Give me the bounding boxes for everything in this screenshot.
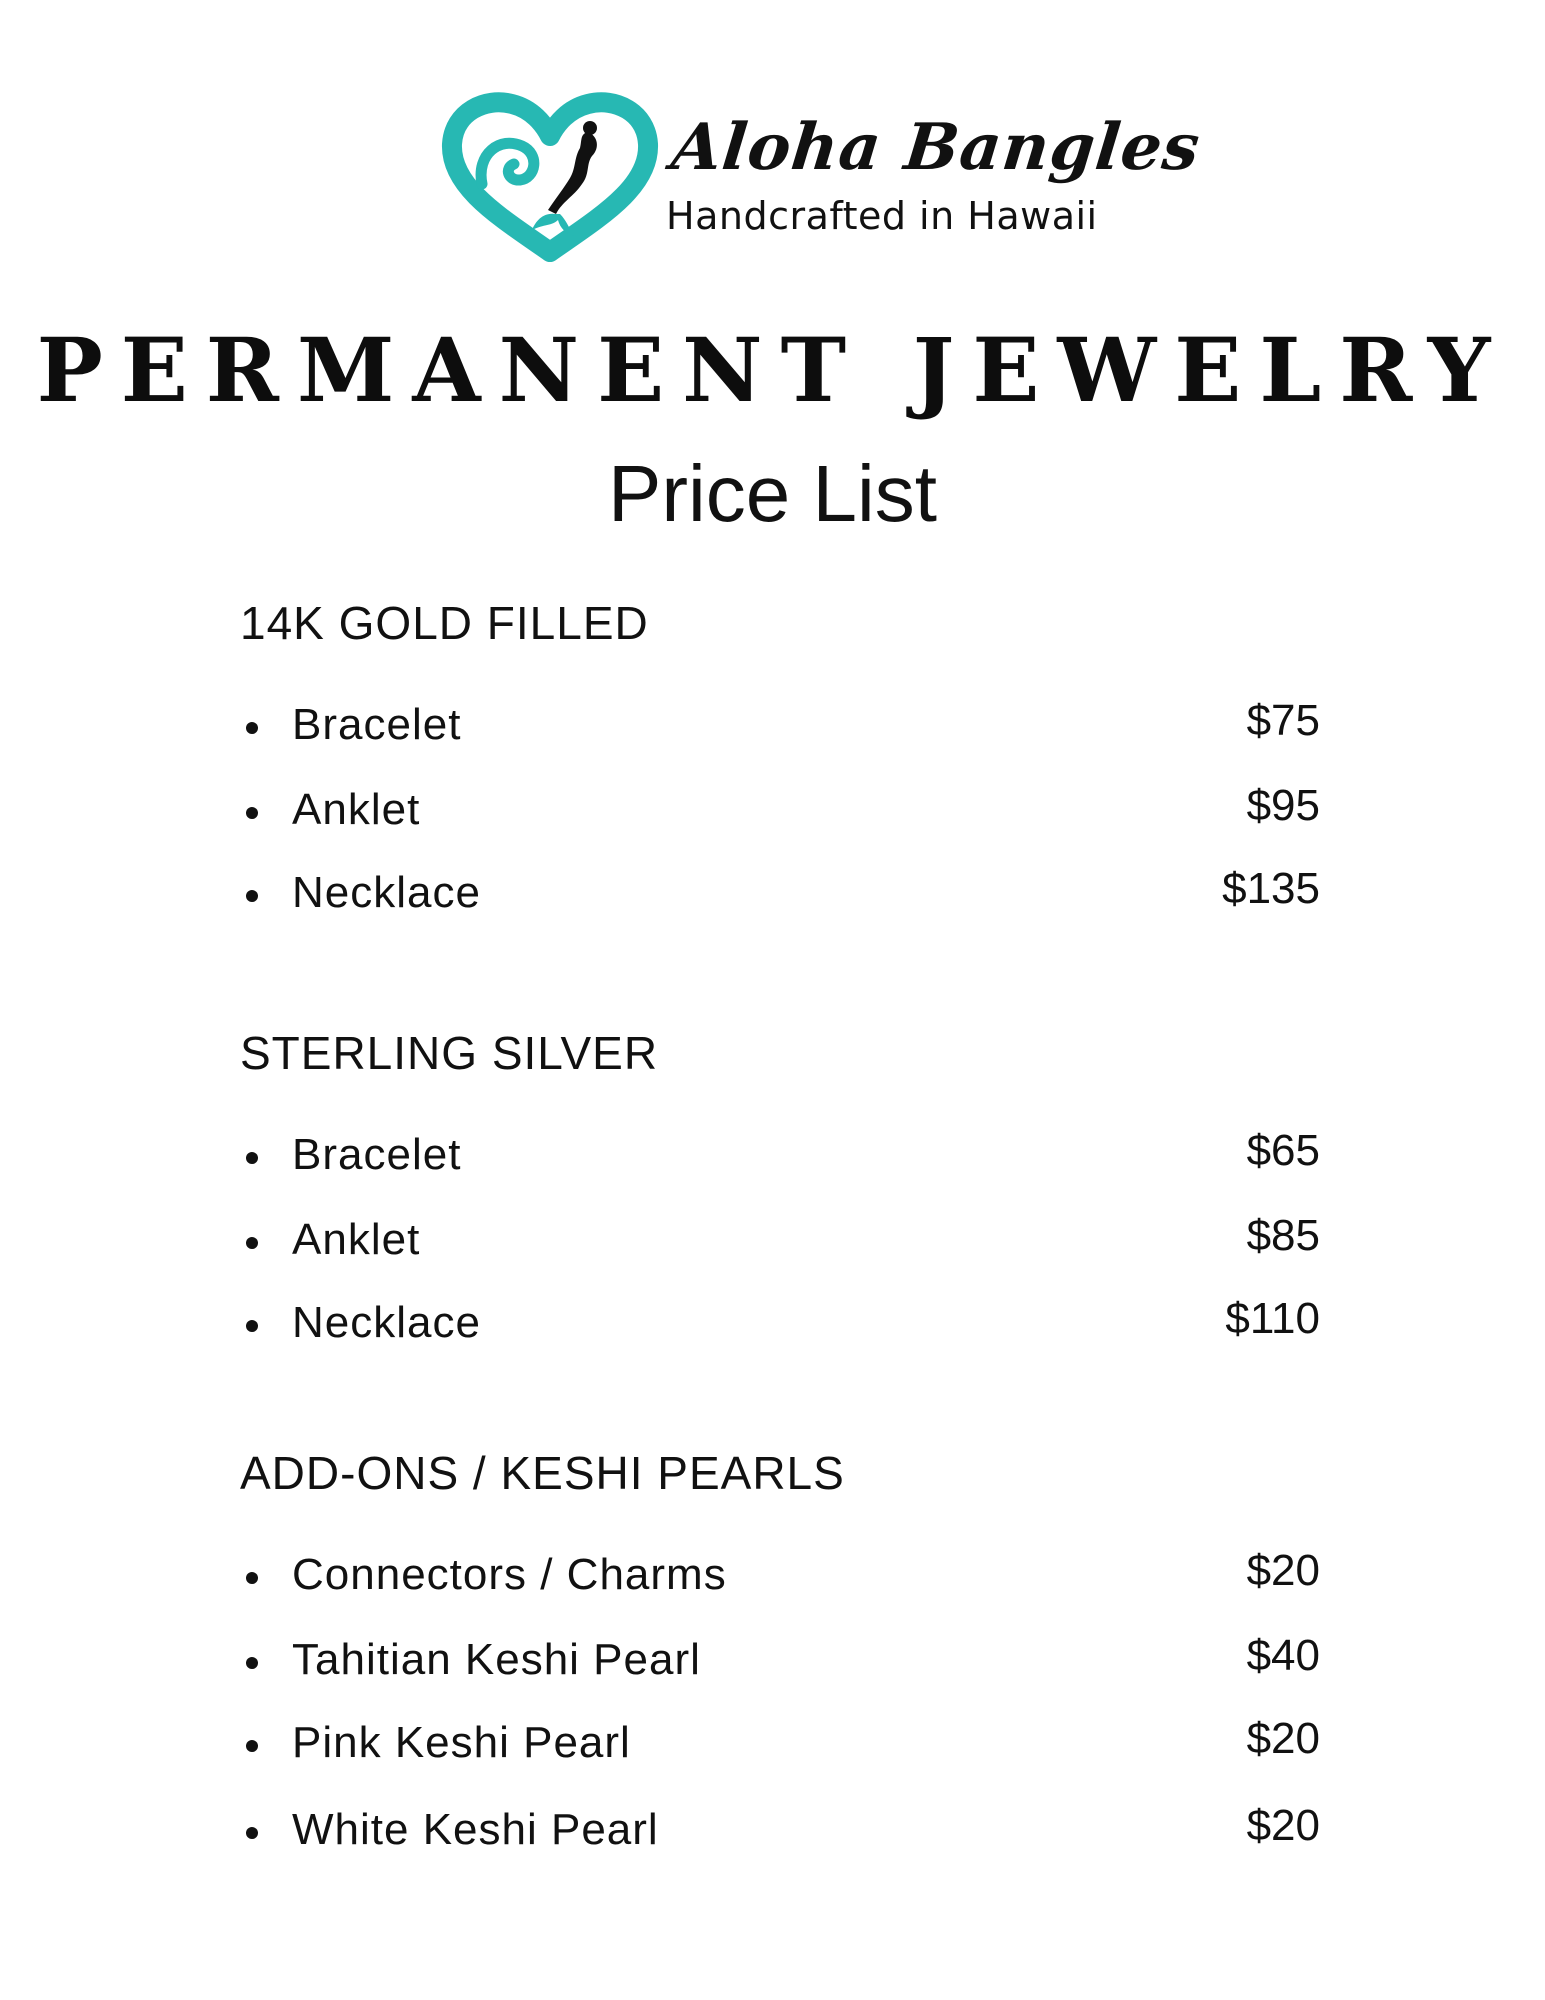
bullet-icon	[246, 1740, 258, 1752]
item-name: Necklace	[292, 868, 481, 917]
item-price: $85	[1246, 1211, 1320, 1260]
price-item	[240, 781, 1320, 845]
page-subtitle: Price List	[608, 449, 937, 538]
item-price: $95	[1246, 781, 1320, 830]
brand-logo	[440, 92, 1204, 262]
item-name: Necklace	[292, 1298, 481, 1347]
bullet-icon	[246, 1237, 258, 1249]
price-item	[240, 1546, 1320, 1610]
item-price: $40	[1246, 1631, 1320, 1680]
item-name: Bracelet	[292, 1130, 462, 1179]
price-item	[240, 1211, 1320, 1275]
price-item	[240, 1631, 1320, 1695]
bullet-icon	[246, 807, 258, 819]
price-item	[240, 864, 1320, 928]
item-name: Connectors / Charms	[292, 1550, 727, 1599]
item-name: White Keshi Pearl	[292, 1805, 659, 1854]
bullet-icon	[246, 890, 258, 902]
section-heading-gold-filled: 14K GOLD FILLED	[240, 597, 649, 649]
item-price: $20	[1246, 1801, 1320, 1850]
item-name: Tahitian Keshi Pearl	[292, 1635, 701, 1684]
page-title: PERMANENT JEWELRY	[36, 318, 1509, 422]
brand-name: Aloha Bangles	[668, 110, 1204, 185]
item-name: Anklet	[292, 785, 421, 834]
section-heading-add-ons: ADD-ONS / KESHI PEARLS	[240, 1447, 845, 1499]
item-price: $135	[1222, 864, 1320, 913]
brand-tagline: Handcrafted in Hawaii	[666, 194, 1098, 238]
heart-wave-mermaid-icon	[440, 92, 660, 262]
bullet-icon	[246, 1657, 258, 1669]
bullet-icon	[246, 1572, 258, 1584]
item-name: Bracelet	[292, 700, 462, 749]
price-item	[240, 1294, 1320, 1358]
item-price: $20	[1246, 1546, 1320, 1595]
item-price: $110	[1225, 1294, 1320, 1343]
price-item	[240, 696, 1320, 760]
item-name: Pink Keshi Pearl	[292, 1718, 631, 1767]
item-price: $65	[1246, 1126, 1320, 1175]
item-price: $20	[1246, 1714, 1320, 1763]
bullet-icon	[246, 722, 258, 734]
price-item	[240, 1126, 1320, 1190]
bullet-icon	[246, 1152, 258, 1164]
bullet-icon	[246, 1827, 258, 1839]
bullet-icon	[246, 1320, 258, 1332]
section-heading-sterling-silver: STERLING SILVER	[240, 1027, 659, 1079]
price-item	[240, 1801, 1320, 1865]
item-name: Anklet	[292, 1215, 421, 1264]
item-price: $75	[1246, 696, 1320, 745]
price-item	[240, 1714, 1320, 1778]
